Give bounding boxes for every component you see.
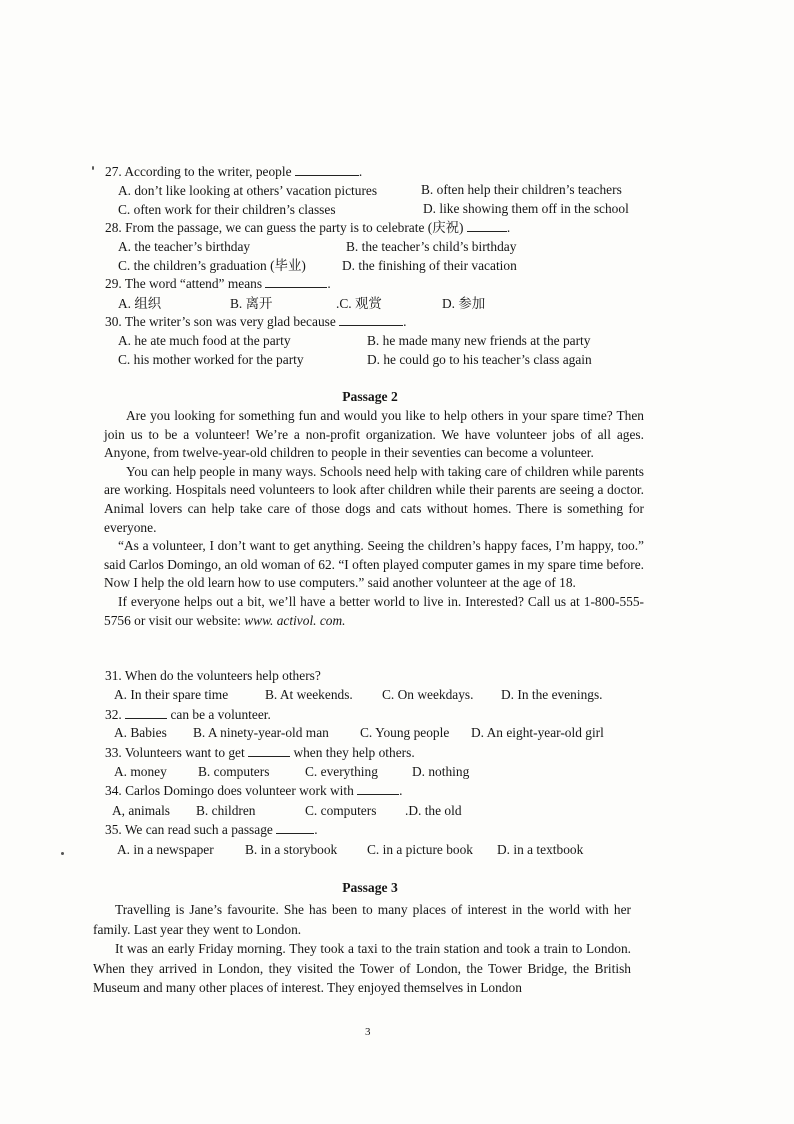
website-link[interactable]: www. activol. com. [244, 612, 346, 628]
option-28-c: C. the children’s graduation (毕业) [118, 258, 306, 273]
option-30-d: D. he could go to his teacher’s class again [367, 352, 592, 367]
answer-blank[interactable] [248, 744, 290, 757]
passage-2-title: Passage 2 [342, 389, 398, 404]
passage-2-body [104, 407, 644, 630]
scan-speck [92, 166, 94, 170]
question-28: 28. From the passage, we can guess the party is to celebrate (庆祝) . [105, 220, 511, 235]
paragraph: If everyone helps out a bit, we’ll have a better world to live in. Interested? Call us at 1-800-555-5756 or visit our website: www. activol. com. [104, 593, 644, 628]
option-29-c: .C. 观赏 [336, 296, 382, 311]
option-32-b: B. A ninety-year-old man [193, 725, 329, 740]
option-34-b: B. children [196, 803, 256, 818]
option-32-a: A. Babies [114, 725, 167, 740]
answer-blank[interactable] [295, 163, 359, 176]
answer-blank[interactable] [357, 782, 399, 795]
option-35-b: B. in a storybook [245, 842, 338, 857]
option-28-d: D. the finishing of their vacation [342, 258, 517, 273]
option-33-a: A. money [114, 764, 167, 779]
option-31-a: A. In their spare time [114, 687, 229, 702]
option-32-d: D. An eight-year-old girl [471, 725, 604, 740]
answer-blank[interactable] [339, 313, 403, 326]
option-27-a: A. don’t like looking at others’ vacation pictures [118, 183, 378, 198]
option-34-c: C. computers [305, 803, 377, 818]
question-30: 30. The writer’s son was very glad because . [105, 314, 407, 329]
option-29-b: B. 离开 [230, 296, 273, 311]
question-34: 34. Carlos Domingo does volunteer work with . [105, 783, 403, 798]
option-30-c: C. his mother worked for the party [118, 352, 304, 367]
option-32-c: C. Young people [360, 725, 450, 740]
question-33: 33. Volunteers want to get when they help others. [105, 745, 415, 760]
question-31: 31. When do the volunteers help others? [105, 668, 321, 683]
question-32: 32. can be a volunteer. [105, 707, 271, 722]
option-28-a: A. the teacher’s birthday [118, 239, 251, 254]
option-27-d: D. like showing them off in the school [423, 201, 629, 216]
paragraph: Are you looking for something fun and would you like to help others in your spare time? Then join us to be a volunteer! We’re a non-profit organization. We have volunteer jobs of all ages. Anyone, from twelve-year-old children to people in their seventies can become a volunteer. [104, 408, 644, 461]
paragraph: Travelling is Jane’s favourite. She has been to many places of interest in the world with her family. Last year they went to London. [93, 902, 631, 937]
answer-blank[interactable] [467, 219, 507, 232]
paragraph: You can help people in many ways. Schools need help with taking care of children while parents are working. Hospitals need volunteers to look after children while their parents are seeing a doctor. Animal lovers can help take care of those dogs and cats without homes. There is something for everyone. [104, 463, 644, 535]
option-34-d: .D. the old [405, 803, 462, 818]
option-27-c: C. often work for their children’s classes [118, 202, 336, 217]
question-27: 27. According to the writer, people . [105, 164, 363, 179]
option-33-b: B. computers [198, 764, 270, 779]
answer-blank[interactable] [265, 275, 327, 288]
option-31-d: D. In the evenings. [501, 687, 603, 702]
option-27-b: B. often help their children’s teachers [421, 182, 622, 197]
scan-speck [61, 852, 64, 855]
question-35: 35. We can read such a passage . [105, 822, 318, 837]
option-31-b: B. At weekends. [265, 687, 353, 702]
page-number: 3 [365, 1026, 371, 1038]
question-29: 29. The word “attend” means . [105, 276, 331, 291]
option-30-b: B. he made many new friends at the party [367, 333, 591, 348]
paragraph: It was an early Friday morning. They took a taxi to the train station and took a train to London. When they arrived in London, they visited the Tower of London, the Tower Bridge, the British Museum and many other places of interest. They enjoyed themselves in London [93, 941, 631, 995]
option-34-a: A, animals [112, 803, 171, 818]
option-35-a: A. in a newspaper [117, 842, 214, 857]
answer-blank[interactable] [276, 821, 314, 834]
paragraph: “As a volunteer, I don’t want to get anything. Seeing the children’s happy faces, I’m happy, too.” said Carlos Domingo, an old woman of 62. “I often played computer games in my spare time before. Now I help the old learn how to use computers.” said another volunteer at the age of 18. [104, 538, 644, 591]
option-33-c: C. everything [305, 764, 378, 779]
option-33-d: D. nothing [412, 764, 470, 779]
passage-3-body [93, 900, 631, 998]
option-35-d: D. in a textbook [497, 842, 584, 857]
option-29-a: A. 组织 [118, 296, 162, 311]
option-28-b: B. the teacher’s child’s birthday [346, 239, 517, 254]
option-31-c: C. On weekdays. [382, 687, 474, 702]
passage-3-title: Passage 3 [342, 880, 398, 895]
option-35-c: C. in a picture book [367, 842, 473, 857]
option-29-d: D. 参加 [442, 296, 486, 311]
option-30-a: A. he ate much food at the party [118, 333, 291, 348]
answer-blank[interactable] [125, 706, 167, 719]
